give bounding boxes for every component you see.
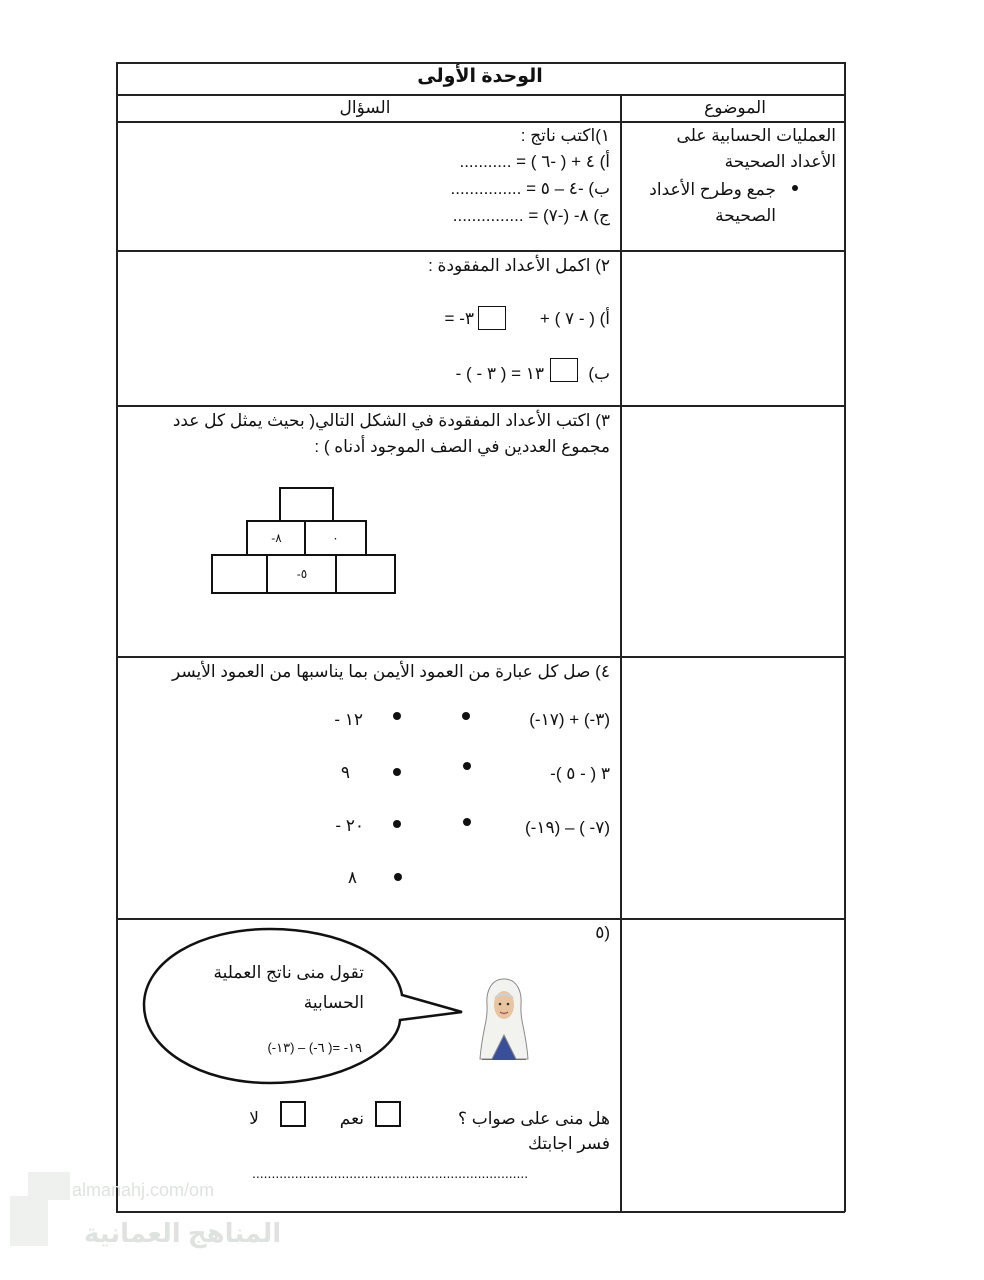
q2-item-a-end: = -٣ <box>444 309 474 328</box>
bubble-equation: (-١٣) – (-٦ )= -١٩ <box>267 1040 362 1055</box>
q2-item-b-end: - ( - ٣ ) = ١٣ <box>455 364 544 383</box>
watermark-name: المناهج العمانية <box>84 1218 282 1248</box>
match-dot-icon[interactable] <box>393 712 401 720</box>
q4-left-item: ٩ <box>340 763 350 782</box>
answer-line[interactable]: ....................................................................... <box>252 1165 529 1181</box>
unit-title: الوحدة الأولى <box>417 66 543 87</box>
no-checkbox[interactable] <box>280 1101 306 1127</box>
q5-explain: فسر اجابتك <box>528 1134 610 1153</box>
match-dot-icon[interactable] <box>393 820 401 828</box>
pyramid-value: ٠ <box>332 531 339 545</box>
q4-heading: ٤) صل كل عبارة من العمود الأيمن بما يناسبها من العمود الأيسر <box>171 662 610 681</box>
yes-checkbox[interactable] <box>375 1101 401 1127</box>
q4-left-item: ٨ <box>347 868 357 887</box>
column-header-question: السؤال <box>339 98 391 117</box>
q4-left-item: - ١٢ <box>334 710 363 729</box>
topic-bullet: الصحيحة <box>715 206 776 225</box>
match-dot-icon[interactable] <box>463 818 471 826</box>
topic-line: العمليات الحسابية على <box>676 126 836 145</box>
column-header-topic: الموضوع <box>704 98 766 117</box>
match-dot-icon[interactable] <box>463 762 471 770</box>
bullet-icon <box>792 185 798 191</box>
pyramid-bottom-left-cell[interactable] <box>211 554 269 594</box>
q2-item-b-label: ب) <box>588 364 610 383</box>
q1-item-a: أ) ٤ + ( -٦ ) = ........... <box>459 152 610 171</box>
q2-answer-box-b[interactable] <box>550 358 578 382</box>
q4-right-item: -٣ ( - ٥ ) <box>550 764 610 783</box>
q1-item-c: ج) ٨- (-٧) = ............... <box>452 206 610 225</box>
watermark-logo-icon <box>10 1196 48 1246</box>
q4-right-item: (-١٩) – ( -٧) <box>524 818 610 837</box>
no-label: لا <box>249 1109 259 1128</box>
bubble-line: الحسابية <box>303 993 364 1012</box>
q2-heading: ٢) اكمل الأعداد المفقودة : <box>428 256 610 275</box>
girl-avatar-icon <box>478 975 530 1065</box>
q5-question: هل منى على صواب ؟ <box>457 1109 610 1128</box>
pyramid-value: -٥ <box>296 567 308 581</box>
pyramid-mid-left-cell[interactable] <box>246 520 307 556</box>
pyramid-mid-right-cell[interactable] <box>304 520 367 556</box>
pyramid-value: -٨ <box>271 531 282 545</box>
q2-item-a-label: أ) ( - ٧ ) + <box>539 309 610 328</box>
topic-line: الأعداد الصحيحة <box>724 152 836 171</box>
topic-bullet: جمع وطرح الأعداد <box>649 180 776 199</box>
pyramid-top-cell[interactable] <box>279 487 334 522</box>
bubble-line: تقول منى ناتج العملية <box>213 963 364 982</box>
match-dot-icon[interactable] <box>393 768 401 776</box>
pyramid-bottom-right-cell[interactable] <box>335 554 396 594</box>
q1-item-b: ب) -٤ – ٥ = ............... <box>450 179 610 198</box>
watermark-url: almanahj.com/om <box>72 1180 215 1200</box>
q5-number: ٥) <box>595 923 610 942</box>
match-dot-icon[interactable] <box>394 873 402 881</box>
yes-label: نعم <box>339 1109 364 1128</box>
match-dot-icon[interactable] <box>462 712 470 720</box>
pyramid-bottom-center-cell[interactable] <box>266 554 338 594</box>
q4-right-item: (-١٧) + (-٣) <box>529 710 610 729</box>
q2-answer-box-a[interactable] <box>478 306 506 330</box>
q4-left-item: - ٢٠ <box>335 816 364 835</box>
q3-line: مجموع العددين في الصف الموجود أدناه ) : <box>314 437 610 456</box>
q3-line: ٣) اكتب الأعداد المفقودة في الشكل التالي( بحيث يمثل كل عدد <box>172 411 610 430</box>
q1-heading: ١)اكتب ناتج : <box>520 126 610 145</box>
